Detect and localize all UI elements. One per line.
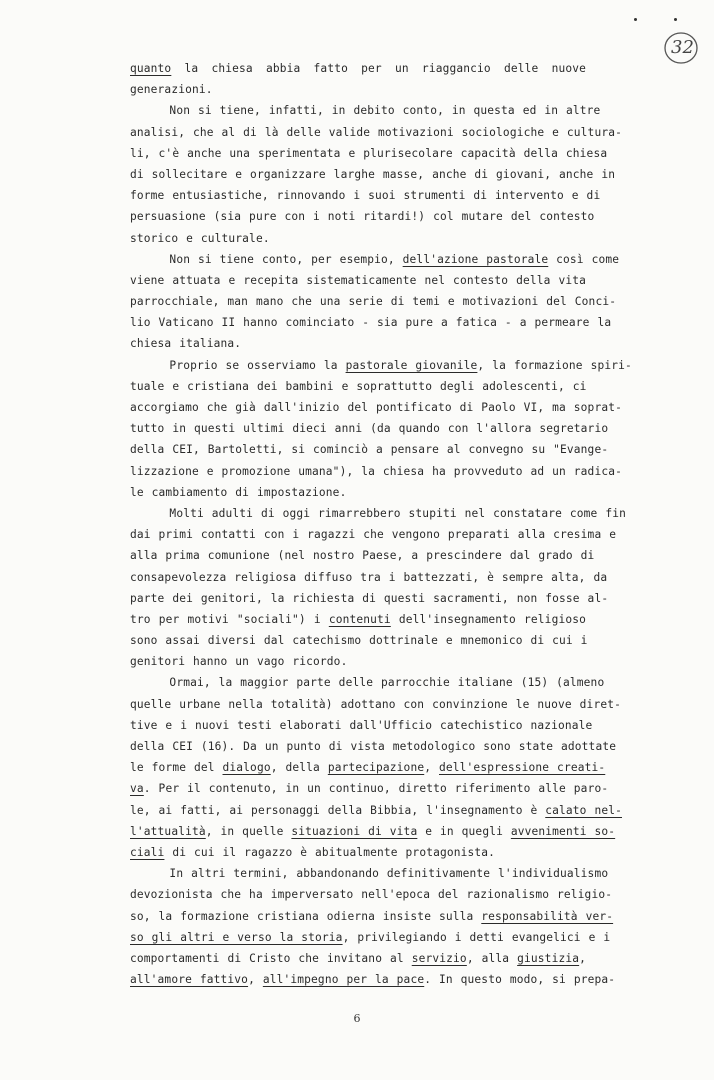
text-line: tuale e cristiana dei bambini e soprattutto degli adolescenti, ci bbox=[130, 379, 587, 393]
text-line: accorgiamo che già dall'inizio del pontificato di Paolo VI, ma soprat- bbox=[130, 401, 622, 414]
document-body bbox=[130, 58, 632, 990]
text-line: le forme del dialogo, della partecipazione, dell'espressione creati- bbox=[130, 761, 606, 775]
text-line: quelle urbane nella totalità) adottano con convinzione le nuove diret- bbox=[130, 697, 621, 711]
text-line: della CEI (16). Da un punto di vista metodologico sono state adottate bbox=[130, 740, 617, 753]
text-line: Ormai, la maggior parte delle parrocchie italiane (15) (almeno bbox=[130, 676, 605, 690]
text-line: generazioni. bbox=[130, 83, 213, 97]
text-line: lio Vaticano II hanno cominciato - sia pure a fatica - a permeare la bbox=[130, 316, 612, 330]
text-line: persuasione (sia pure con i noti ritardi!) col mutare del contesto bbox=[130, 210, 595, 224]
text-line: consapevolezza religiosa diffuso tra i battezzati, è sempre alta, da bbox=[130, 570, 608, 584]
text-line: va. Per il contenuto, in un continuo, diretto riferimento alle paro- bbox=[130, 782, 609, 796]
text-line: Proprio se osserviamo la pastorale giovanile, la formazione spiri- bbox=[130, 358, 632, 372]
page-number: 6 bbox=[353, 1012, 361, 1025]
text-line: alla prima comunione (nel nostro Paese, a prescindere dal grado di bbox=[130, 549, 595, 563]
text-line: In altri termini, abbandonando definitivamente l'individualismo bbox=[130, 867, 609, 881]
text-line: so, la formazione cristiana odierna insiste sulla responsabilità ver- bbox=[130, 909, 614, 923]
text-line: le, ai fatti, ai personaggi della Bibbia, l'insegnamento è calato nel- bbox=[130, 803, 622, 817]
text-line: lizzazione e promozione umana"), la chiesa ha provveduto ad un radica- bbox=[130, 464, 622, 478]
text-line: quanto la chiesa abbia fatto per un riaggancio delle nuove bbox=[130, 62, 586, 75]
text-line: ciali di cui il ragazzo è abitualmente protagonista. bbox=[130, 845, 496, 859]
text-line: storico e culturale. bbox=[130, 231, 270, 245]
text-line: sono assai diversi dal catechismo dottrinale e mnemonico di cui i bbox=[130, 634, 588, 648]
text-line: li, c'è anche una sperimentata e plurisecolare capacità della chiesa bbox=[130, 146, 608, 160]
text-line: viene attuata e recepita sistematicamente nel contesto della vita bbox=[130, 273, 586, 287]
scan-speck bbox=[634, 18, 637, 21]
text-line: chiesa italiana. bbox=[130, 337, 242, 351]
text-line: tive e i nuovi testi elaborati dall'Ufficio catechistico nazionale bbox=[130, 718, 593, 732]
text-line: so gli altri e verso la storia, privilegiando i detti evangelici e i bbox=[130, 930, 611, 944]
text-line: tro per motivi "sociali") i contenuti dell'insegnamento religioso bbox=[130, 612, 586, 626]
text-line: Non si tiene, infatti, in debito conto, in questa ed in altre bbox=[130, 104, 601, 118]
text-line: all'amore fattivo, all'impegno per la pace. In questo modo, si prepa- bbox=[130, 973, 616, 987]
text-line: devozionista che ha imperversato nell'epoca del razionalismo religio- bbox=[130, 888, 613, 902]
handwritten-page-mark bbox=[663, 31, 697, 65]
text-line: le cambiamento di impostazione. bbox=[130, 485, 347, 499]
text-line: Molti adulti di oggi rimarrebbero stupiti nel constatare come fin bbox=[130, 506, 626, 520]
text-line: comportamenti di Cristo che invitano al servizio, alla giustizia, bbox=[130, 951, 587, 965]
text-line: della CEI, Bartoletti, si cominciò a pensare al convegno su "Evange- bbox=[130, 443, 609, 457]
text-line: parrocchiale, man mano che una serie di temi e motivazioni del Conci- bbox=[130, 295, 617, 309]
text-line: analisi, che al di là delle valide motivazioni sociologiche e cultura- bbox=[130, 125, 622, 139]
text-line: dai primi contatti con i ragazzi che vengono preparati alla cresima e bbox=[130, 528, 617, 542]
text-line: genitori hanno un vago ricordo. bbox=[130, 655, 348, 669]
text-line: di sollecitare e organizzare larghe masse, anche di giovani, anche in bbox=[130, 167, 616, 181]
text-line: parte dei genitori, la richiesta di questi sacramenti, non fosse al- bbox=[130, 591, 609, 605]
text-line: tutto in questi ultimi dieci anni (da quando con l'allora segretario bbox=[130, 422, 609, 436]
page-mark-number: 32 bbox=[671, 37, 694, 58]
scan-speck bbox=[674, 18, 677, 21]
text-line: forme entusiastiche, rinnovando i suoi strumenti di intervento e di bbox=[130, 189, 601, 203]
text-line: Non si tiene conto, per esempio, dell'azione pastorale così come bbox=[130, 252, 620, 266]
text-line: l'attualità, in quelle situazioni di vita e in quegli avvenimenti so- bbox=[130, 824, 616, 838]
